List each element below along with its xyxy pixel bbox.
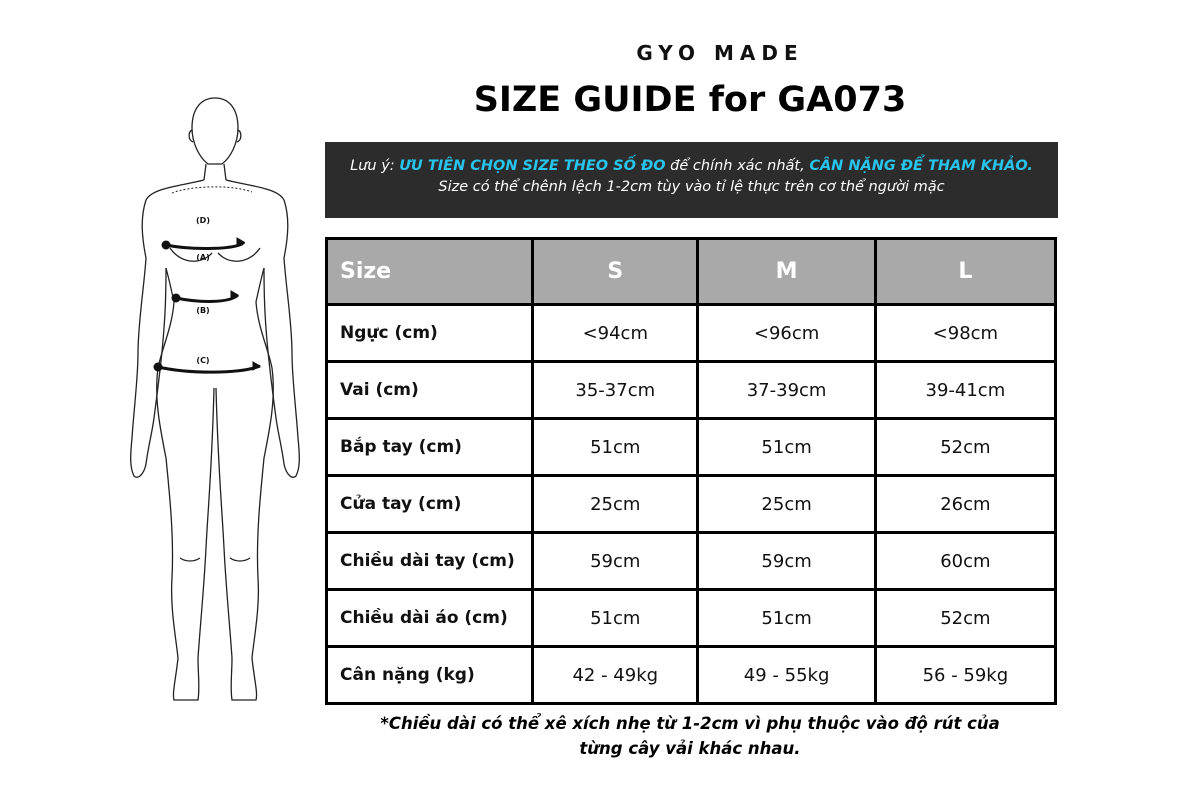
size-table-header-row [327,239,1056,305]
cell-l: <98cm [875,305,1055,362]
page-title: SIZE GUIDE for GA073 [473,80,907,120]
note-highlight-weight: CÂN NẶNG ĐỂ THAM KHẢO. [809,158,1033,174]
measure-label-c: (C) [196,356,210,365]
cell-l: 60cm [875,533,1055,590]
row-label: Vai (cm) [327,362,533,419]
cell-l: 52cm [875,419,1055,476]
note-line-2: Size có thể chênh lệch 1-2cm tùy vào tỉ lệ thực trên cơ thể người mặc [438,179,945,195]
cell-s: 25cm [533,476,698,533]
footer-note-line-2: từng cây vải khác nhau. [579,739,801,758]
cell-m: 51cm [698,419,875,476]
cell-s: 35-37cm [533,362,698,419]
cell-l: 39-41cm [875,362,1055,419]
cell-s: 51cm [533,419,698,476]
cell-s: <94cm [533,305,698,362]
table-row [327,590,1056,647]
cell-m: 59cm [698,533,875,590]
measure-label-a: (A) [196,253,210,262]
row-label: Chiều dài tay (cm) [327,533,533,590]
footer-note-line-1: *Chiều dài có thể xê xích nhẹ từ 1-2cm vì phụ thuộc vào độ rút của [380,714,1000,733]
header-m: M [698,239,875,305]
note-line-1 [325,156,1058,177]
body-outline-illustration [120,88,310,718]
note-middle: để chính xác nhất, [665,158,810,174]
table-row [327,647,1056,704]
note-prefix: Lưu ý: [350,158,400,174]
cell-s: 51cm [533,590,698,647]
note-highlight-measure: ƯU TIÊN CHỌN SIZE THEO SỐ ĐO [399,158,666,174]
note-banner [325,142,1058,218]
row-label: Bắp tay (cm) [327,419,533,476]
header-size: Size [327,239,533,305]
measure-label-d: (D) [196,216,210,225]
table-row [327,362,1056,419]
cell-m: 37-39cm [698,362,875,419]
table-row [327,533,1056,590]
footer-note [330,711,1050,761]
row-label: Cửa tay (cm) [327,476,533,533]
size-table [325,237,1057,705]
cell-s: 59cm [533,533,698,590]
header-s: S [533,239,698,305]
header-l: L [875,239,1055,305]
table-row [327,476,1056,533]
cell-l: 56 - 59kg [875,647,1055,704]
table-row [327,419,1056,476]
measure-label-b: (B) [196,306,210,315]
row-label: Cân nặng (kg) [327,647,533,704]
cell-s: 42 - 49kg [533,647,698,704]
table-row [327,305,1056,362]
brand-name: GYO MADE [636,41,804,65]
row-label: Chiều dài áo (cm) [327,590,533,647]
cell-l: 26cm [875,476,1055,533]
row-label: Ngực (cm) [327,305,533,362]
cell-l: 52cm [875,590,1055,647]
cell-m: <96cm [698,305,875,362]
cell-m: 51cm [698,590,875,647]
cell-m: 49 - 55kg [698,647,875,704]
body-measurement-figure [120,88,310,718]
cell-m: 25cm [698,476,875,533]
